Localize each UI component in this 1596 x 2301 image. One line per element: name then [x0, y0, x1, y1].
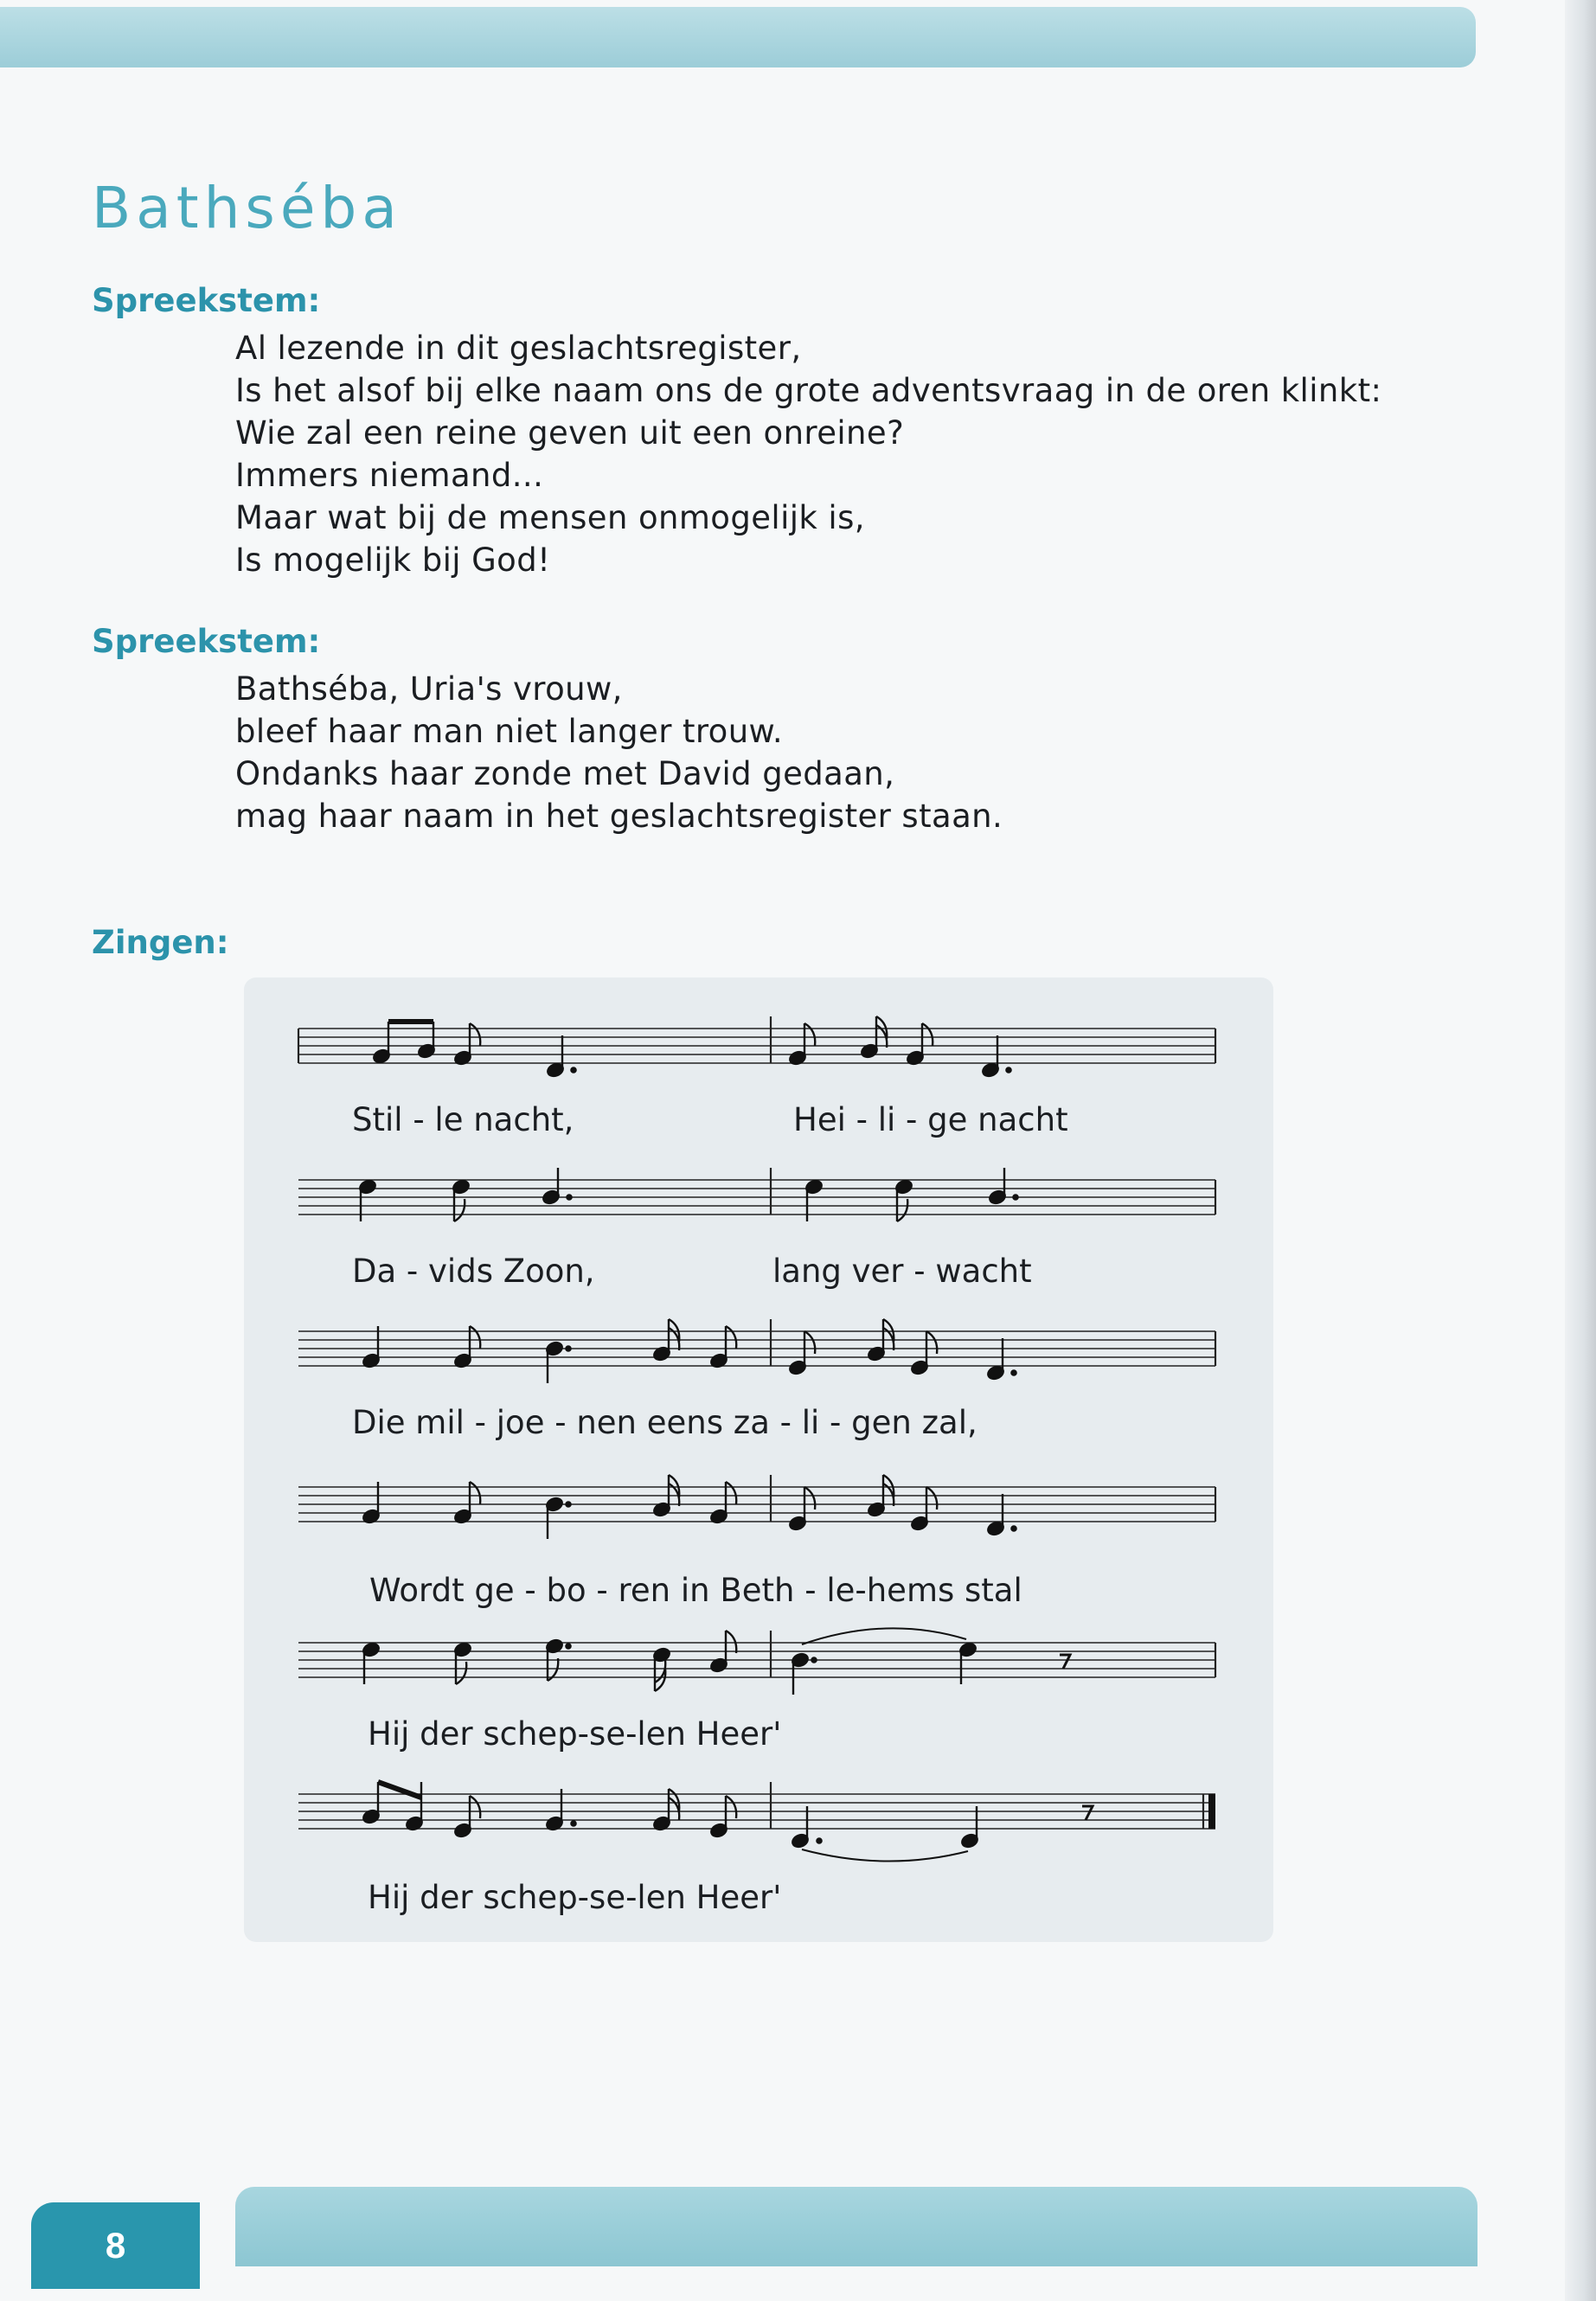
- verse-line: Maar wat bij de mensen onmogelijk is,: [235, 499, 865, 536]
- verse-block: [235, 668, 1003, 837]
- verse-line: Is mogelijk bij God!: [235, 542, 551, 579]
- final-barline: [1208, 1794, 1215, 1829]
- music-staff: [298, 1631, 1215, 1773]
- song-label: Zingen:: [92, 924, 229, 961]
- staff-lines: [298, 1319, 1215, 1397]
- staff-lines: [298, 1782, 1215, 1860]
- staff-lines: [298, 1475, 1215, 1553]
- verse-line: mag haar naam in het geslachtsregister staan.: [235, 798, 1003, 835]
- verse-line: bleef haar man niet langer trouw.: [235, 713, 783, 750]
- footer-band: [235, 2187, 1477, 2266]
- lyric-text: Hij der schep-se-len Heer': [368, 1879, 782, 1916]
- verse-block: [235, 327, 1381, 581]
- verse-line: Al lezende in dit geslachtsregister,: [235, 330, 802, 367]
- verse-line: Immers niemand...: [235, 457, 544, 494]
- music-staff: [298, 1475, 1215, 1618]
- music-staff: [298, 1168, 1215, 1311]
- lyric-text: lang ver - wacht: [772, 1253, 1032, 1290]
- lyric-text: Hei - li - ge nacht: [793, 1101, 1068, 1138]
- lyric-text: Hij der schep-se-len Heer': [368, 1715, 782, 1753]
- verse-line: Wie zal een reine geven uit een onreine?: [235, 414, 905, 452]
- page-title: Bathséba: [92, 175, 402, 242]
- staff-lines: [298, 1631, 1215, 1708]
- music-staff: [298, 1016, 1215, 1159]
- lyric-text: Die mil - joe - nen eens za - li - gen zal,: [352, 1404, 977, 1441]
- speaker-label: Spreekstem:: [92, 623, 321, 660]
- music-staff: [298, 1782, 1215, 1925]
- lyric-text: Da - vids Zoon,: [352, 1253, 595, 1290]
- music-staff: [298, 1319, 1215, 1462]
- lyric-text: Wordt ge - bo - ren in Beth - le-hems stal: [369, 1572, 1022, 1609]
- verse-line: Ondanks haar zonde met David gedaan,: [235, 755, 895, 792]
- page-edge-shadow: [1565, 0, 1596, 2301]
- staff-lines: [298, 1168, 1215, 1246]
- page-number: 8: [105, 2225, 126, 2266]
- top-header-band: [0, 7, 1476, 67]
- page-number-tab: [31, 2202, 200, 2289]
- verse-line: Is het alsof bij elke naam ons de grote adventsvraag in de oren klinkt:: [235, 372, 1382, 409]
- verse-line: Bathséba, Uria's vrouw,: [235, 670, 623, 708]
- staff-lines: [298, 1016, 1215, 1094]
- lyric-text: Stil - le nacht,: [352, 1101, 574, 1138]
- speaker-label: Spreekstem:: [92, 282, 321, 319]
